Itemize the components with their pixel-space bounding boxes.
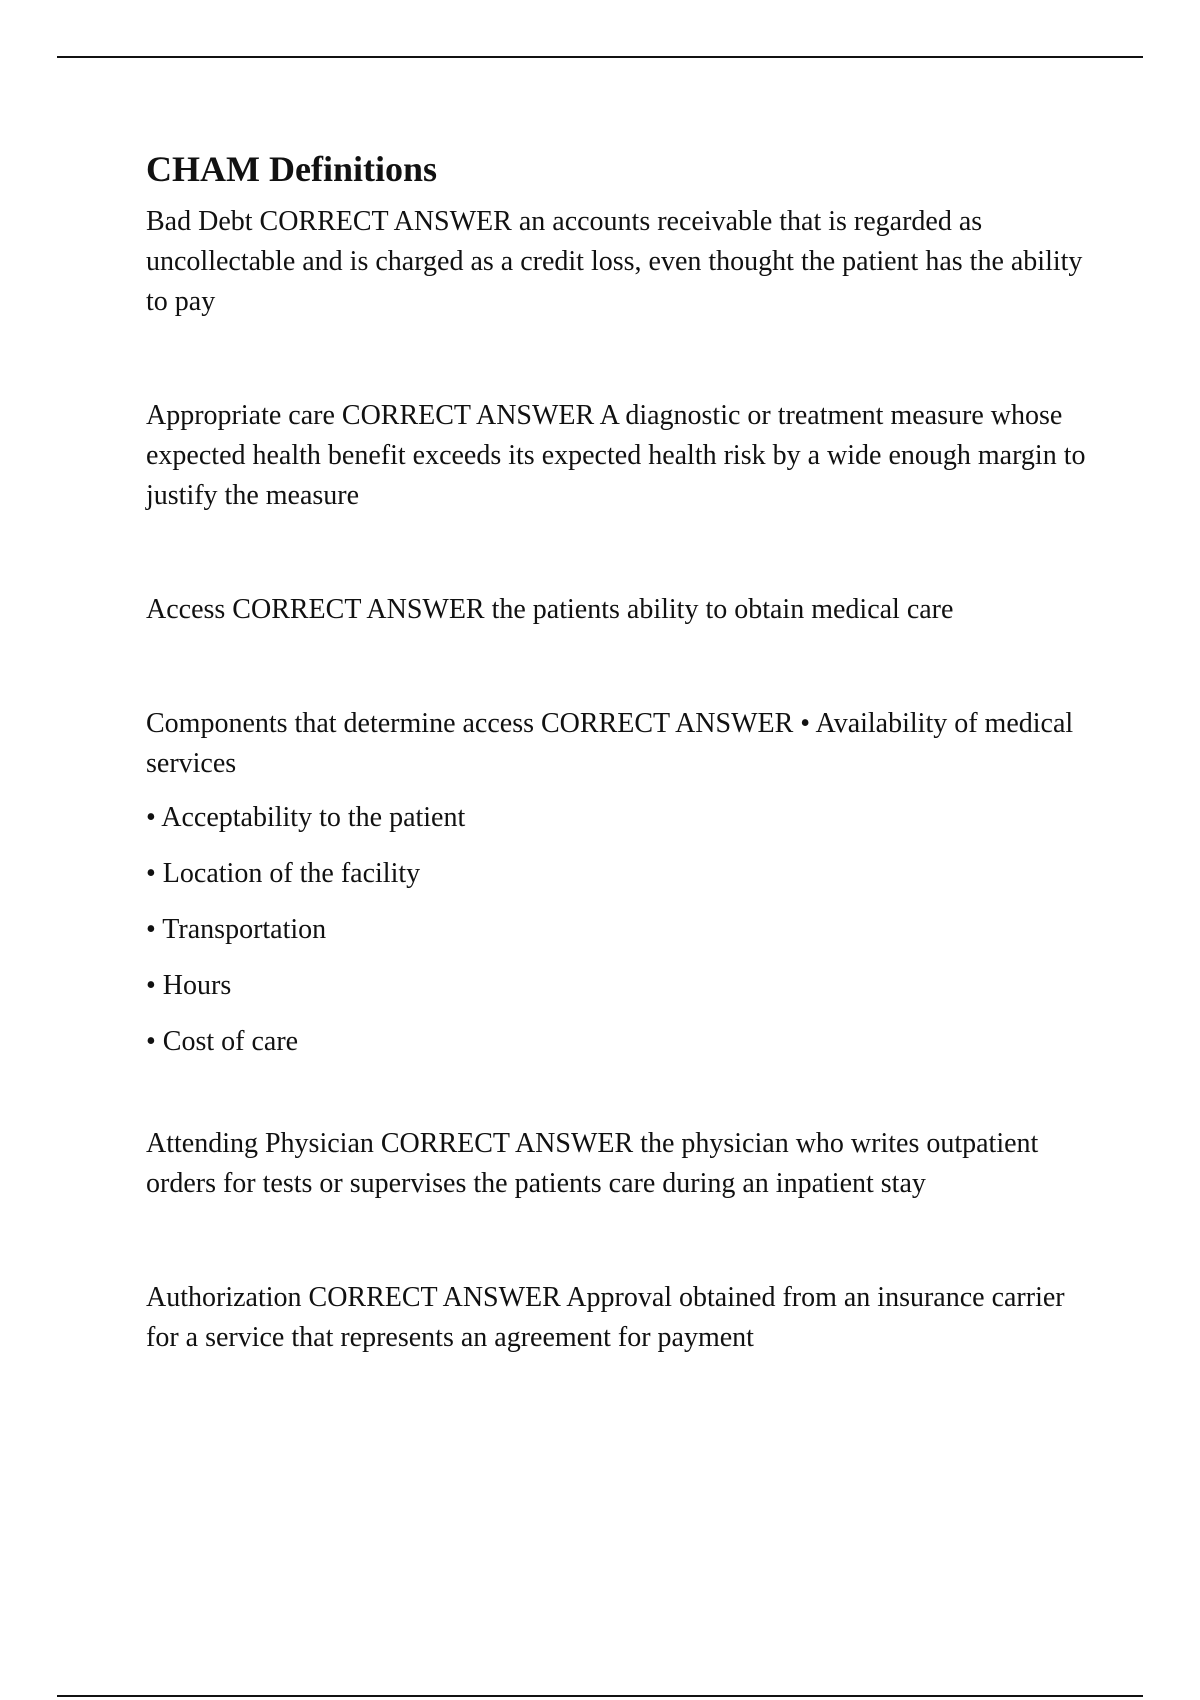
bullet-item: • Transportation <box>146 914 327 945</box>
document-body <box>146 146 1086 1358</box>
footer-rule <box>57 1695 1143 1697</box>
definition-appropriate-care: Appropriate care CORRECT ANSWER A diagnostic or treatment measure whose expected health benefit exceeds its expected health risk by a wide enough margin to justify the measure <box>146 400 1086 511</box>
bullet-item: • Cost of care <box>146 1026 299 1057</box>
definition-access: Access CORRECT ANSWER the patients ability to obtain medical care <box>146 594 954 625</box>
header-rule <box>57 56 1143 58</box>
definition-attending-physician: Attending Physician CORRECT ANSWER the physician who writes outpatient orders for tests or supervises the patients care during an inpatient stay <box>146 1128 1039 1199</box>
bullet-item: • Hours <box>146 970 232 1001</box>
document-title: CHAM Definitions <box>146 149 437 189</box>
definition-authorization: Authorization CORRECT ANSWER Approval obtained from an insurance carrier for a service that represents an agreement for payment <box>146 1282 1065 1353</box>
bullet-item: • Location of the facility <box>146 858 421 889</box>
components-bullet-list <box>146 798 1086 1062</box>
definition-components-access: Components that determine access CORRECT ANSWER • Availability of medical services <box>146 708 1074 779</box>
bullet-item: • Acceptability to the patient <box>146 802 466 833</box>
definition-bad-debt: Bad Debt CORRECT ANSWER an accounts receivable that is regarded as uncollectable and is charged as a credit loss, even thought the patient has the ability to pay <box>146 206 1083 317</box>
